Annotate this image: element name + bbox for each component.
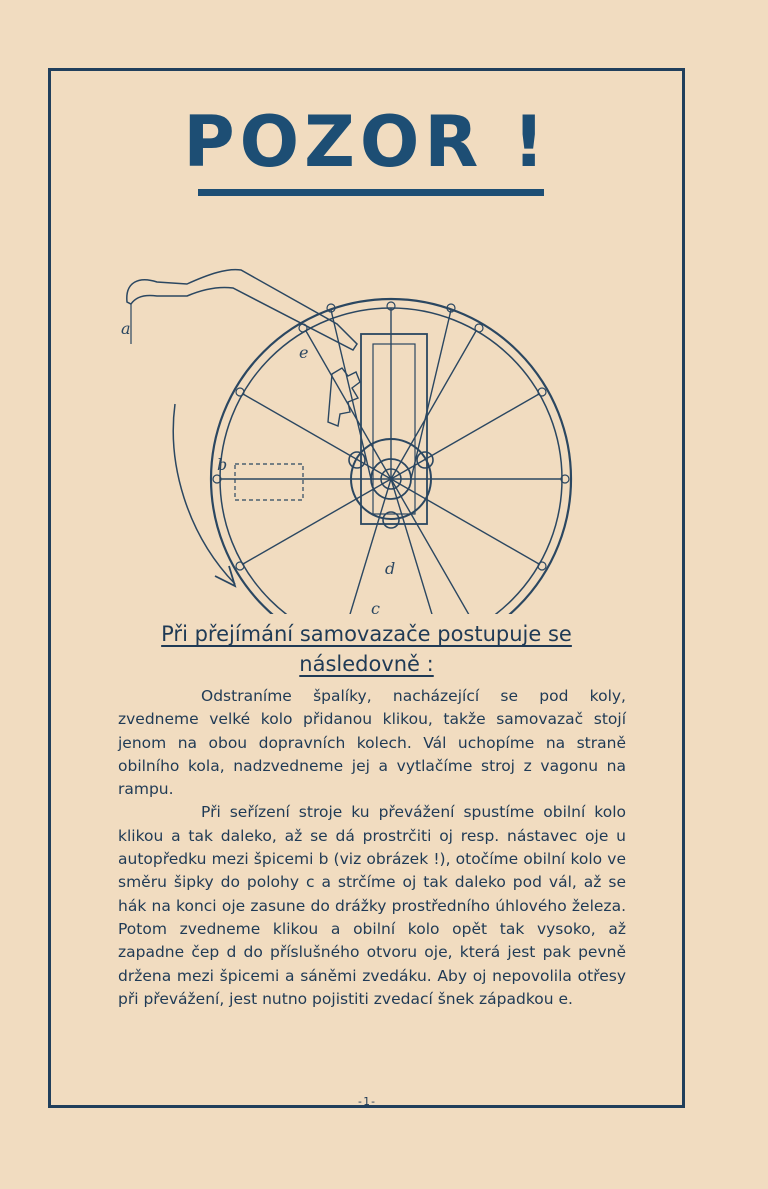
section-heading	[51, 619, 682, 679]
label-e: e	[299, 343, 309, 362]
page-title: POZOR !	[183, 101, 550, 183]
title-underline	[198, 189, 544, 196]
central-frame	[361, 334, 427, 524]
page-number: -1-	[356, 1095, 377, 1108]
paragraph-1: Odstraníme špalíky, nacházející se pod koly, zvedneme velké kolo přidanou klikou, takže samovazač stojí jenom na obou dopravních kolech. Vál uchopíme na straně obilního kola, nadzvedneme jej a vytlačíme stroj z vagonu na rampu.	[118, 687, 626, 799]
label-d: d	[385, 559, 396, 578]
label-c: c	[371, 599, 380, 614]
crank-handle	[127, 270, 357, 350]
direction-arrow	[173, 404, 235, 584]
label-a: a	[121, 319, 131, 338]
position-b-box	[235, 464, 303, 500]
page-frame	[48, 68, 685, 1108]
wheel-illustration	[117, 224, 617, 614]
direction-arrowhead	[215, 566, 235, 586]
heading-line-1: Při přejímání samovazače postupuje se	[161, 622, 572, 646]
paragraph-2: Při seřízení stroje ku převážení spustíme obilní kolo klikou a tak daleko, až se dá prostrčiti oj resp. nástavec oje u autopředku mezi špicemi b (viz obrázek !), otočíme obilní kolo ve směru šipky do polohy c a strčíme oj tak daleko pod vál, až se hák na konci oje zasune do drážky prostředního úhlového železa. Potom zvedneme klikou a obilní kolo opět tak vysoko, až zapadne čep d do příslušného otvoru oje, která jest pak pevně držena mezi špicemi a sáněmi zvedáku. Aby oj nepovolila otřesy při převážení, jest nutno pojistiti zvedací šnek západkou e.	[118, 803, 626, 1008]
heading-line-2: následovně :	[299, 652, 434, 676]
instructions-text	[118, 685, 626, 1011]
label-b: b	[217, 455, 228, 474]
